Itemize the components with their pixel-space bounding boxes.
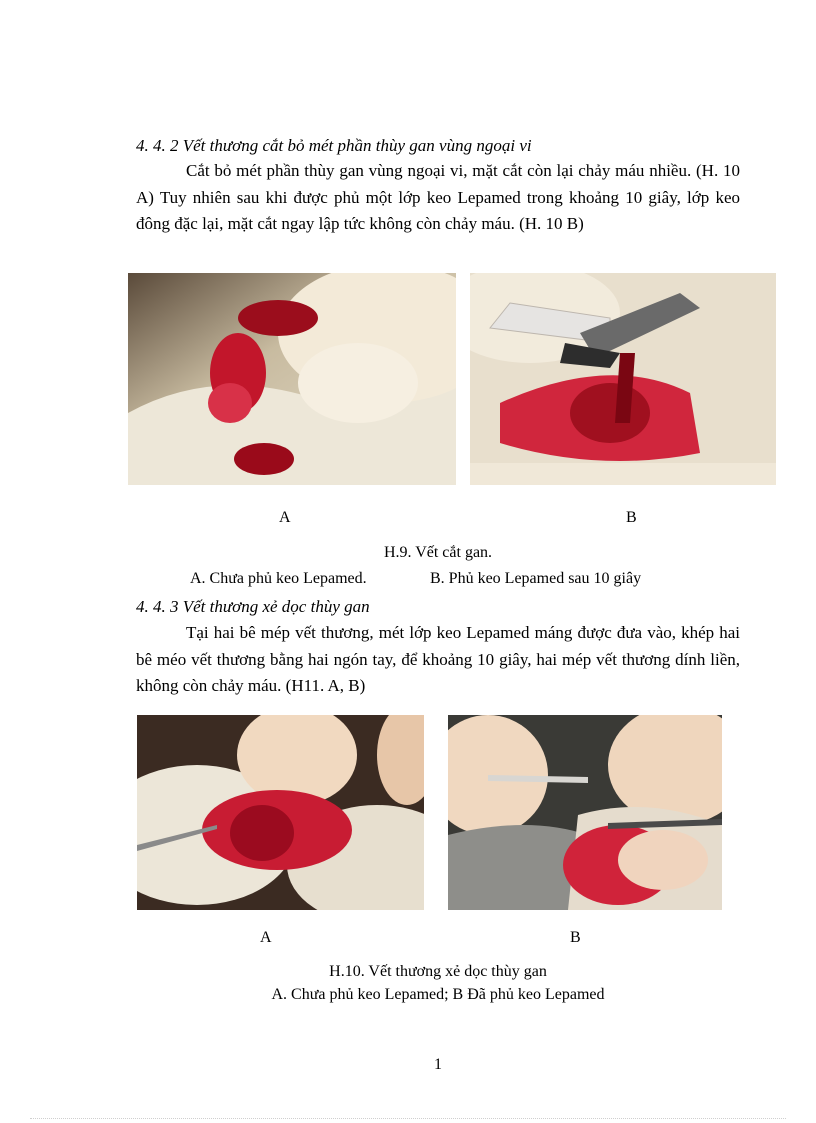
figure-10-label-a: A [260,929,272,946]
figure-10-photo-b [448,715,722,910]
figure-10-caption: H.10. Vết thương xẻ dọc thùy gan [329,963,547,980]
section-heading-4-4-2: 4. 4. 2 Vết thương cắt bỏ mét phần thùy gan vùng ngoại vi [136,136,532,155]
figure-10-subcaption: A. Chưa phủ keo Lepamed; B Đã phủ keo Lepamed [271,986,605,1003]
figure-9-label-b: B [626,509,637,526]
figure-10-label-b: B [570,929,581,946]
section-heading-4-4-3: 4. 4. 3 Vết thương xẻ dọc thùy gan [136,597,370,616]
figure-9-subcaption-a: A. Chưa phủ keo Lepamed. [190,570,367,587]
figure-10-photo-a [137,715,424,910]
figure-9-label-a: A [279,509,291,526]
page-number: 1 [434,1056,442,1073]
figure-9-photo-b [470,273,776,485]
figure-9-photo-a [128,273,456,485]
section-paragraph-4-4-3: Tại hai bê mép vết thương, mét lớp keo Lepamed máng được đưa vào, khép hai bê méo vết thương bằng hai ngón tay, để khoảng 10 giây, hai mép vết thương dính liền, không còn chảy máu. (H11. A, B) [136,623,740,695]
figure-9-caption: H.9. Vết cắt gan. [383,544,493,561]
section-paragraph-4-4-2: Cắt bỏ mét phần thùy gan vùng ngoại vi, mặt cắt còn lại chảy máu nhiều. (H. 10 A) Tuy nhiên sau khi được phủ một lớp keo Lepamed trong khoảng 10 giây, lớp keo đông đặc lại, mặt cắt ngay lập tức không còn chảy máu. (H. 10 B) [136,161,740,233]
footer-divider [30,1118,786,1119]
figure-9-subcaption-b: B. Phủ keo Lepamed sau 10 giây [430,570,642,587]
